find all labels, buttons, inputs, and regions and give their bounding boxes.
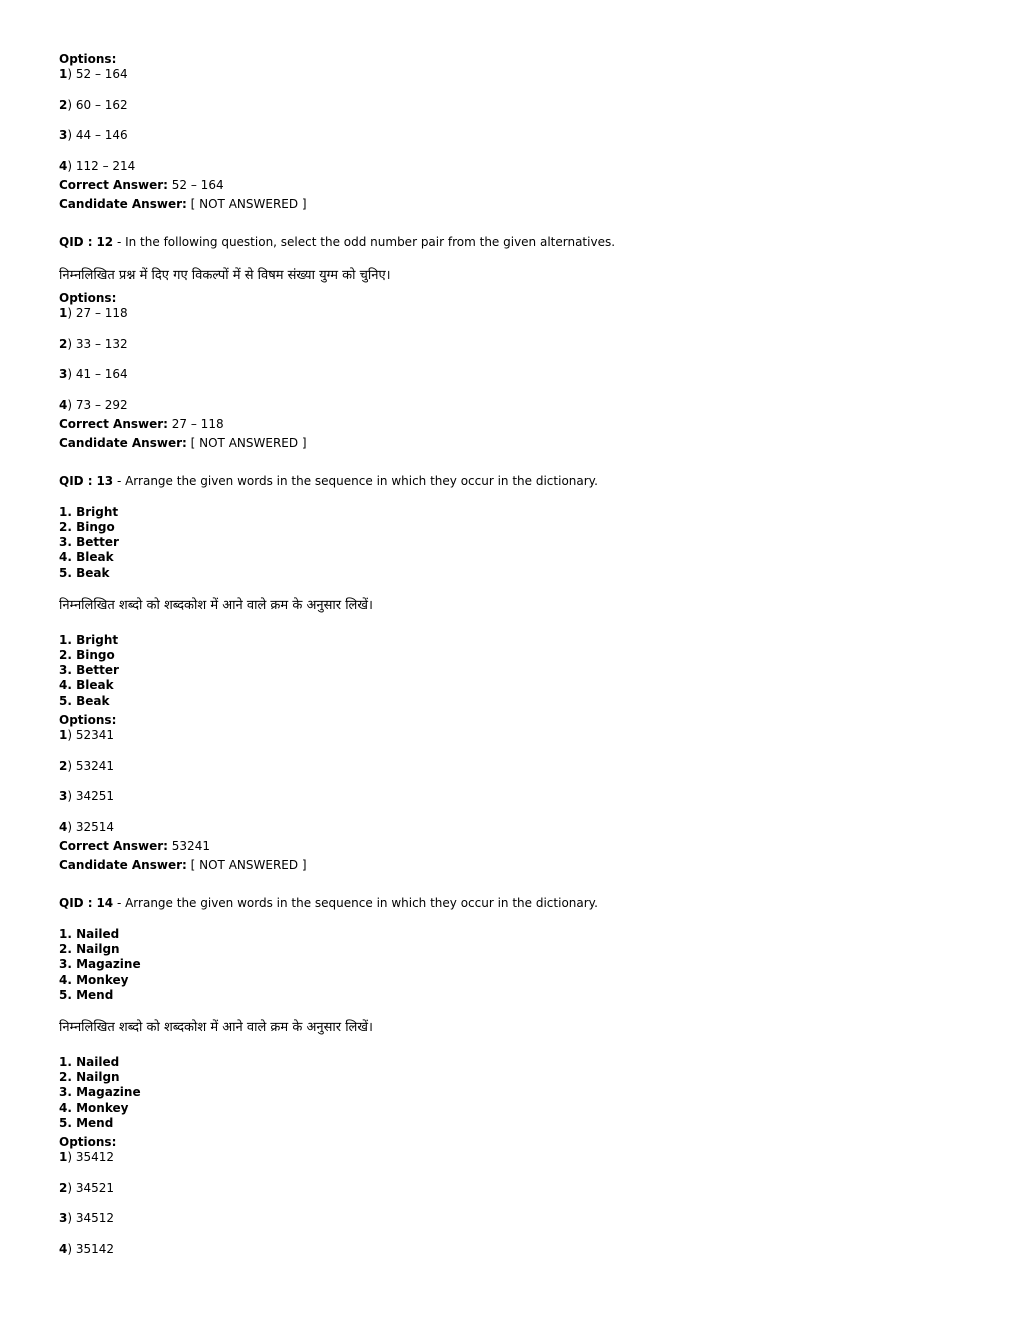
word-item: 4. Bleak — [59, 678, 114, 692]
option-item: 3) 41 – 164 — [59, 367, 128, 381]
word-item: 4. Monkey — [59, 973, 129, 987]
word-item: 4. Monkey — [59, 1101, 129, 1115]
options-heading: Options: — [59, 713, 117, 727]
question-header: QID : 13 - Arrange the given words in the sequence in which they occur in the dictionary. — [59, 474, 598, 488]
correct-answer: Correct Answer: 27 – 118 — [59, 417, 224, 431]
question-header: QID : 12 - In the following question, select the odd number pair from the given alternatives. — [59, 235, 616, 249]
word-item: 5. Beak — [59, 694, 110, 708]
option-item: 1) 27 – 118 — [59, 306, 128, 320]
candidate-answer: Candidate Answer: [ NOT ANSWERED ] — [59, 436, 307, 450]
word-item: 2. Nailgn — [59, 1070, 120, 1084]
options-heading: Options: — [59, 1135, 117, 1149]
option-item: 2) 33 – 132 — [59, 337, 128, 351]
word-item: 1. Nailed — [59, 927, 120, 941]
candidate-answer: Candidate Answer: [ NOT ANSWERED ] — [59, 197, 307, 211]
word-item: 5. Mend — [59, 1116, 114, 1130]
word-item: 1. Bright — [59, 633, 119, 647]
word-item: 1. Nailed — [59, 1055, 120, 1069]
word-item: 2. Nailgn — [59, 942, 120, 956]
word-item: 2. Bingo — [59, 648, 115, 662]
correct-answer: Correct Answer: 53241 — [59, 839, 210, 853]
option-item: 1) 52341 — [59, 728, 115, 742]
word-item: 3. Magazine — [59, 1085, 141, 1099]
options-heading: Options: — [59, 291, 117, 305]
option-item: 1) 52 – 164 — [59, 67, 128, 81]
question-hindi: निम्नलिखित शब्दो को शब्दकोश में आने वाले क्रम के अनुसार लिखें। — [59, 1020, 373, 1035]
question-hindi: निम्नलिखित शब्दो को शब्दकोश में आने वाले क्रम के अनुसार लिखें। — [59, 598, 373, 613]
word-item: 2. Bingo — [59, 520, 115, 534]
word-item: 3. Better — [59, 663, 119, 677]
correct-answer: Correct Answer: 52 – 164 — [59, 178, 224, 192]
option-item: 4) 73 – 292 — [59, 398, 128, 412]
word-item: 3. Magazine — [59, 957, 141, 971]
option-item: 4) 35142 — [59, 1242, 115, 1256]
option-item: 3) 44 – 146 — [59, 128, 128, 142]
option-item: 1) 35412 — [59, 1150, 115, 1164]
question-hindi: निम्नलिखित प्रश्न में दिए गए विकल्पों में से विषम संख्या युग्म को चुनिए। — [59, 268, 391, 283]
option-item: 3) 34512 — [59, 1211, 115, 1225]
candidate-answer: Candidate Answer: [ NOT ANSWERED ] — [59, 858, 307, 872]
option-item: 2) 53241 — [59, 759, 115, 773]
word-item: 1. Bright — [59, 505, 119, 519]
option-item: 4) 32514 — [59, 820, 115, 834]
question-header: QID : 14 - Arrange the given words in the sequence in which they occur in the dictionary. — [59, 896, 598, 910]
options-heading: Options: — [59, 52, 117, 66]
word-item: 4. Bleak — [59, 550, 114, 564]
word-item: 3. Better — [59, 535, 119, 549]
option-item: 2) 34521 — [59, 1181, 115, 1195]
option-item: 3) 34251 — [59, 789, 115, 803]
option-item: 2) 60 – 162 — [59, 98, 128, 112]
word-item: 5. Mend — [59, 988, 114, 1002]
option-item: 4) 112 – 214 — [59, 159, 136, 173]
word-item: 5. Beak — [59, 566, 110, 580]
